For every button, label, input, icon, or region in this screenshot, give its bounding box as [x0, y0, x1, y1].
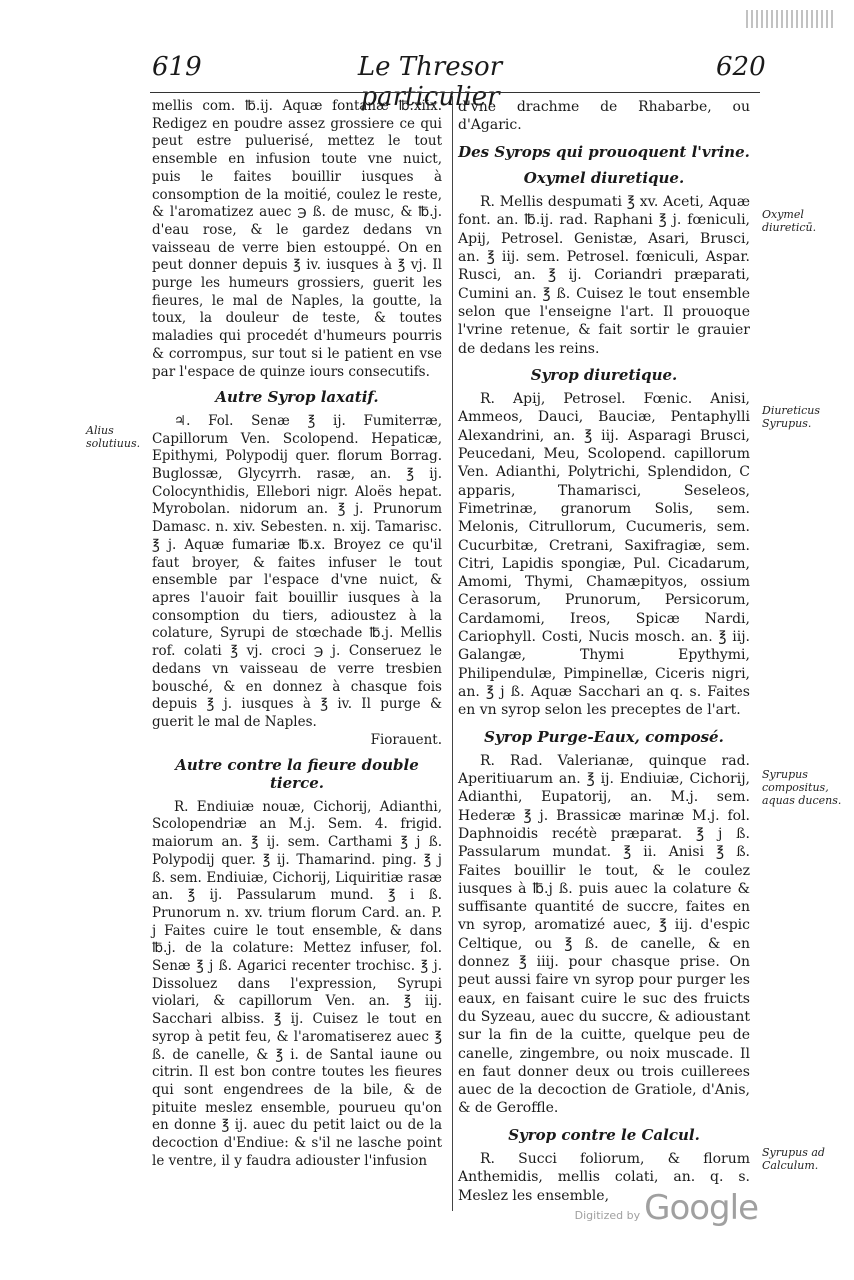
margin-note-left: Alius solutiuus.: [86, 424, 141, 450]
google-watermark: [575, 1188, 758, 1228]
paragraph: R. Rad. Valerianæ, quinque rad. Aperitiuarum an. ℥ ij. Endiuiæ, Cichorij, Adianthi, Eupatorij, an. M.j. sem. Hederæ ℥ j. Brassicæ marinæ M.j. fol. Daphnoidis recétè præparat. ℥ j ß. Passularum mundat. ℥ ii. Anisi ℥ ß. Faites bouillir le tout, & le coulez iusques à ℔.j ß. puis auec la colature & suffisante quantité de succre, faites en vn syrop, aromatizé auec, ℥ iij. d'espic Celtique, ou ℥ ß. de canelle, & en donnez ℥ iiij. pour chasque prise. On peut aussi faire vn syrop pour purger les eaux, en faisant cuire le suc des fruicts du Syzeau, auec du succre, & adioustant sur la fin de la cuitte, quelque peu de canelle, zingembre, ou noix muscade. Il en faut donner deux ou trois cuillerees auec de la decoction de Gratiole, d'Anis, & de Geroffle.: [458, 752, 750, 1117]
paragraph: ♃. Fol. Senæ ℥ ij. Fumiterræ, Capillorum Ven. Scolopend. Hepaticæ, Epithymi, Polypodij quer. florum Borrag. Buglossæ, Glycyrrh. rasæ, an. ℥ ij. Colocynthidis, Ellebori nigr. Aloës hepat. Myrobolan. nidorum an. ℥ j. Prunorum Damasc. n. xiv. Sebesten. n. xij. Tamarisc. ℥ j. Aquæ fumariæ ℔.x. Broyez ce qu'il faut broyer, & faites infuser le tout ensemble par l'espace d'vne nuict, & apres l'auoir fait bouillir iusques à la consomption du tiers, adioustez à la colature, Syrupi de stœchade ℔.j. Mellis rof. colati ℥ vj. croci ℈ j. Conseruez le dedans vn vaisseau de verre tresbien bousché, & en donnez à chasque fois depuis ℥ j. iusques à ℥ iv. Il purge & guerit le mal de Naples.: [152, 412, 442, 730]
section-heading: Des Syrops qui prouoquent l'vrine.: [458, 142, 750, 161]
margin-note-right: Syrupus compositus, aquas ducens.: [762, 768, 842, 807]
section-heading: Autre Syrop laxatif.: [215, 388, 379, 407]
section-heading: Syrop Purge-Eaux, composé.: [484, 727, 724, 746]
margin-note-right: Syrupus ad Calculum.: [762, 1146, 825, 1172]
paragraph: d'vne drachme de Rhabarbe, ou d'Agaric.: [458, 99, 750, 134]
section-heading: Syrop diuretique.: [530, 365, 678, 384]
right-column: [458, 98, 750, 1205]
header-rule: [150, 92, 760, 93]
digitized-label: Digitized by: [574, 1209, 641, 1222]
paragraph: R. Succi foliorum, & florum Anthemidis, mellis colati, an. q. s. Meslez les ensemble,: [458, 1151, 750, 1204]
paragraph: R. Mellis despumati ℥ xv. Aceti, Aquæ font. an. ℔.ij. rad. Raphani ℥ j. fœniculi, Apij, Petrosel. Genistæ, Asari, Brusci, an. ℥ iij. sem. Petrosel. fœniculi, Aspar. Rusci, an. ℥ ij. Coriandri præparati, Cumini an. ℥ ß. Cuisez le tout ensemble selon que l'enseigne l'art. Il prouoque l'vrine retenue, & fait sortir le grauier de dedans les reins.: [458, 194, 750, 357]
attribution: Fiorauent.: [370, 731, 442, 748]
section-heading: Oxymel diuretique.: [523, 168, 685, 187]
left-column: [152, 98, 442, 1170]
page-number-right: 620: [716, 52, 766, 82]
margin-note-right: Diureticus Syrupus.: [762, 404, 821, 430]
running-title: Le Thresor particulier: [357, 52, 503, 112]
section-heading: Syrop contre le Calcul.: [508, 1125, 700, 1144]
google-logo-text: Google: [644, 1188, 758, 1228]
paragraph: R. Apij, Petrosel. Fœnic. Anisi, Ammeos, Dauci, Bauciæ, Pentaphylli Alexandrini, an. ℥ iij. Asparagi Brusci, Peucedani, Meu, Scolopend. capillorum Ven. Adianthi, Polytrichi, Splendidon, C apparis, Thamarisci, Seseleos, Fimetrinæ, granorum Solis, sem. Melonis, Citrullorum, Cucumeris, sem. Cucurbitæ, Cretrani, Saxifragiæ, sem. Citri, Lapidis spongiæ, Pul. Cicadarum, Amomi, Thymi, Chamæpityos, ossium Cerasorum, Prunorum, Persicorum, Cardamomi, Ireos, Spicæ Nardi, Cariophyll. Costi, Nucis mosch. an. ℥ iij. Galangæ, Thymi Epythymi, Philipendulæ, Pimpinellæ, Ciceris nigri, an. ℥ j ß. Aquæ Sacchari an q. s. Faites en vn syrop selon les preceptes de l'art.: [458, 391, 750, 719]
margin-note-right: Oxymel diureticū.: [762, 208, 817, 234]
column-divider: [452, 96, 453, 1211]
paragraph: R. Endiuiæ nouæ, Cichorij, Adianthi, Scolopendriæ an M.j. Sem. 4. frigid. maiorum an. ℥ ij. sem. Carthami ℥ j ß. Polypodij quer. ℥ ij. Thamarind. ping. ℥ j ß. sem. Endiuiæ, Cichorij, Liquiritiæ rasæ an. ℥ ij. Passularum mund. ℥ i ß. Prunorum n. xv. trium florum Card. an. P. j Faites cuire le tout ensemble, & dans ℔.j. de la colature: Mettez infuser, fol. Senæ ℥ j ß. Agarici recenter trochisc. ℥ j. Dissoluez dans l'expression, Syrupi violari, & capillorum Ven. an. ℥ iij. Sacchari albiss. ℥ ij. Cuisez le tout en syrop à petit feu, & l'aromatiserez auec ℥ ß. de canelle, & ℥ i. de Santal iaune ou citrin. Il est bon contre toutes les fieures qui sont engendrees de la bile, & de pituite meslez ensemble, pourueu qu'on en donne ℥ ij. auec du petit laict ou de la decoction d'Endiue: & s'il ne lasche point le ventre, il y faudra adiouster l'infusion: [152, 798, 442, 1169]
paragraph: mellis com. ℔.ij. Aquæ fontanæ ℔.xiix. Redigez en poudre assez grossiere ce qui peut estre puluerisé, mettez le tout ensemble en infusion toute vne nuict, puis le faites bouillir iusques à consomption de la moitié, coulez le reste, & l'aromatizez auec ℈ ß. de musc, & ℔.j. d'eau rose, & le gardez dedans vn vaisseau de verre bien estouppé. On en peut donner depuis ℥ iv. iusques à ℥ vj. Il purge les humeurs grossiers, guerit les fieures, le mal de Naples, la goutte, la toux, la douleur de teste, & toutes maladies qui procedét d'humeurs pourris & corrompus, sur tout si le patient en vse par l'espace de quinze iours consecutifs.: [152, 98, 442, 380]
scan-artifact: [746, 10, 836, 28]
section-heading: Autre contre la fieure double tierce.: [175, 756, 419, 793]
page-number-left: 619: [152, 52, 202, 82]
